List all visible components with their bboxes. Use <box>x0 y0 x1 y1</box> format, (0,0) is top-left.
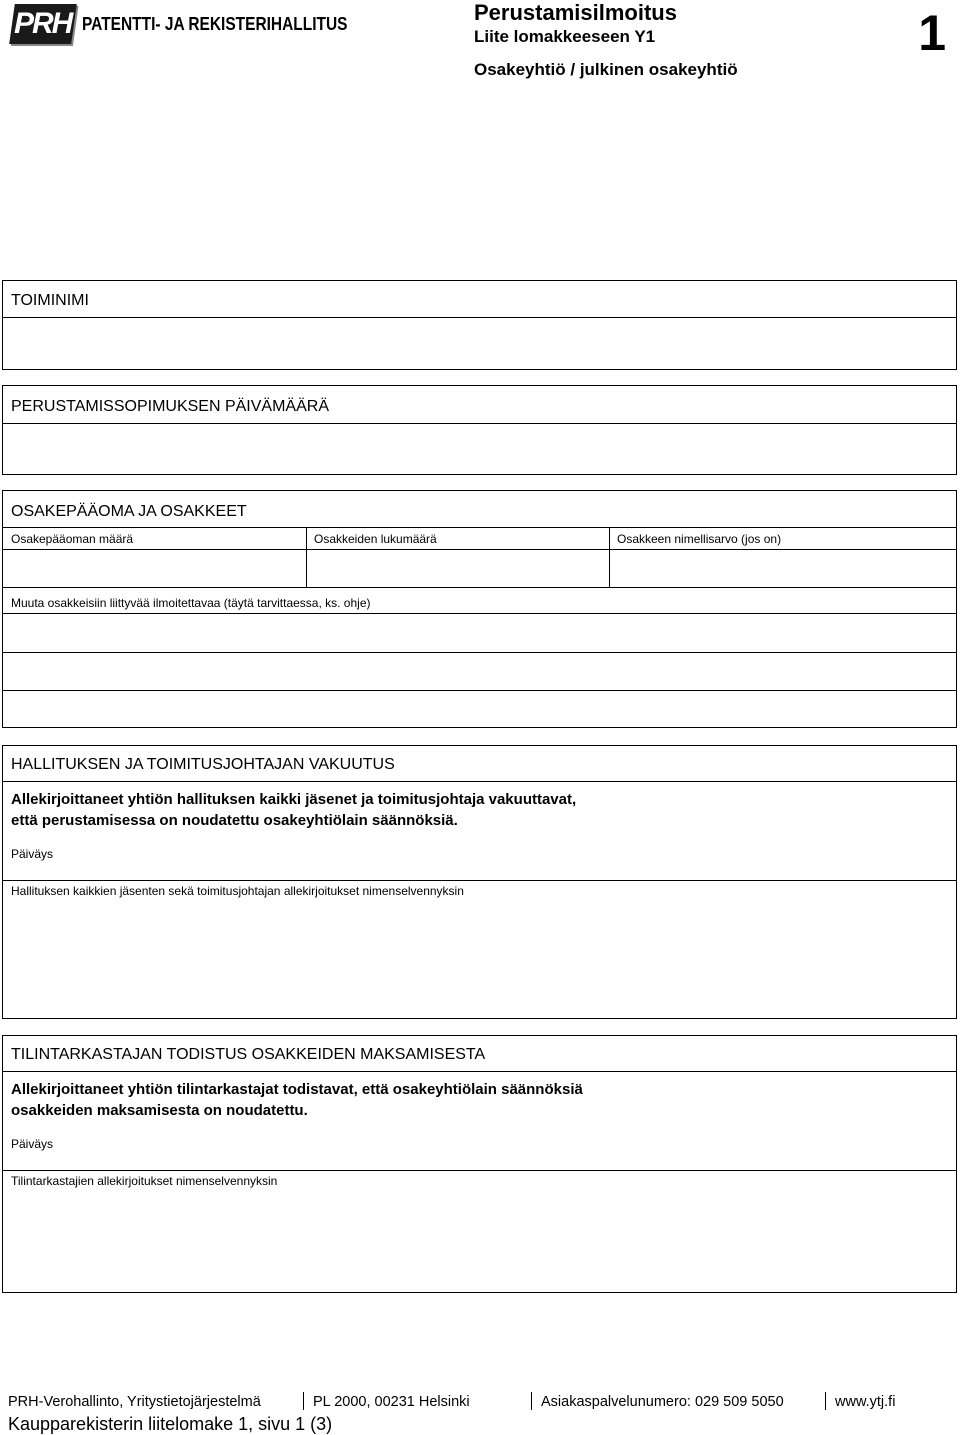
perustamissopimus-section <box>2 385 957 475</box>
vakuutus-section <box>2 745 957 1019</box>
osakepaaoma-amount-label: Osakepääoman määrä <box>11 532 134 546</box>
vakuutus-text-line2: että perustamisessa on noudatettu osakeyhtiölain säännöksiä. <box>11 812 458 829</box>
perustamissopimus-date-field[interactable] <box>3 424 956 474</box>
muuta-field-3[interactable] <box>3 691 956 727</box>
vakuutus-text-line1: Allekirjoittaneet yhtiön hallituksen kaikki jäsenet ja toimitusjohtaja vakuuttavat, <box>11 791 577 808</box>
nimellisarvo-label: Osakkeen nimellisarvo (jos on) <box>617 532 782 546</box>
toiminimi-section <box>2 280 957 370</box>
document-title: Perustamisilmoitus <box>474 0 677 25</box>
todistus-heading: TILINTARKASTAJAN TODISTUS OSAKKEIDEN MAKSAMISESTA <box>11 1046 486 1063</box>
osakkeiden-lukumaara-label: Osakkeiden lukumäärä <box>314 532 437 546</box>
footer-web-link[interactable]: www.ytj.fi <box>835 1394 896 1410</box>
footer-address: PL 2000, 00231 Helsinki <box>313 1394 470 1410</box>
muuta-field-2[interactable] <box>3 653 956 690</box>
todistus-text-line2: osakkeiden maksamisesta on noudatettu. <box>11 1102 308 1119</box>
prh-logo-text: PATENTTI- JA REKISTERIHALLITUS <box>82 13 348 34</box>
perustamissopimus-heading: PERUSTAMISSOPIMUKSEN PÄIVÄMÄÄRÄ <box>11 398 329 415</box>
osakepaaoma-amount-field[interactable] <box>3 550 305 587</box>
osakepaaoma-section <box>2 490 957 728</box>
prh-logo <box>12 4 391 44</box>
todistus-date-label: Päiväys <box>11 1137 54 1151</box>
todistus-text-line1: Allekirjoittaneet yhtiön tilintarkastajat todistavat, että osakeyhtiölain säännöksiä <box>11 1081 583 1098</box>
company-type: Osakeyhtiö / julkinen osakeyhtiö <box>474 60 738 79</box>
footer-phone: Asiakaspalvelunumero: 029 509 5050 <box>541 1394 784 1410</box>
todistus-date-field[interactable] <box>3 1152 956 1170</box>
nimellisarvo-field[interactable] <box>610 550 956 587</box>
page-number: 1 <box>918 5 946 61</box>
document-subtitle: Liite lomakkeeseen Y1 <box>474 27 656 46</box>
osakepaaoma-heading: OSAKEPÄÄOMA JA OSAKKEET <box>11 503 247 520</box>
muuta-osakkeisiin-label: Muuta osakkeisiin liittyvää ilmoitettavaa (täytä tarvittaessa, ks. ohje) <box>11 596 371 610</box>
toiminimi-heading: TOIMINIMI <box>11 292 89 309</box>
osakkeiden-lukumaara-field[interactable] <box>307 550 608 587</box>
todistus-signatures-label: Tilintarkastajien allekirjoitukset nimenselvennyksin <box>11 1174 278 1188</box>
vakuutus-signatures-label: Hallituksen kaikkien jäsenten sekä toimitusjohtajan allekirjoitukset nimenselvennyksin <box>11 884 464 898</box>
vakuutus-date-label: Päiväys <box>11 847 54 861</box>
todistus-section <box>2 1035 957 1293</box>
toiminimi-field[interactable] <box>3 318 956 369</box>
muuta-field-1[interactable] <box>3 614 956 652</box>
footer-org: PRH-Verohallinto, Yritystietojärjestelmä <box>8 1394 261 1410</box>
prh-logo-mark: PRH <box>9 4 77 44</box>
vakuutus-date-field[interactable] <box>3 862 956 880</box>
vakuutus-heading: HALLITUKSEN JA TOIMITUSJOHTAJAN VAKUUTUS <box>11 756 395 773</box>
vakuutus-signatures-field[interactable] <box>3 900 956 1018</box>
footer-page-label: Kaupparekisterin liitelomake 1, sivu 1 (3) <box>8 1414 333 1434</box>
todistus-signatures-field[interactable] <box>3 1190 956 1292</box>
